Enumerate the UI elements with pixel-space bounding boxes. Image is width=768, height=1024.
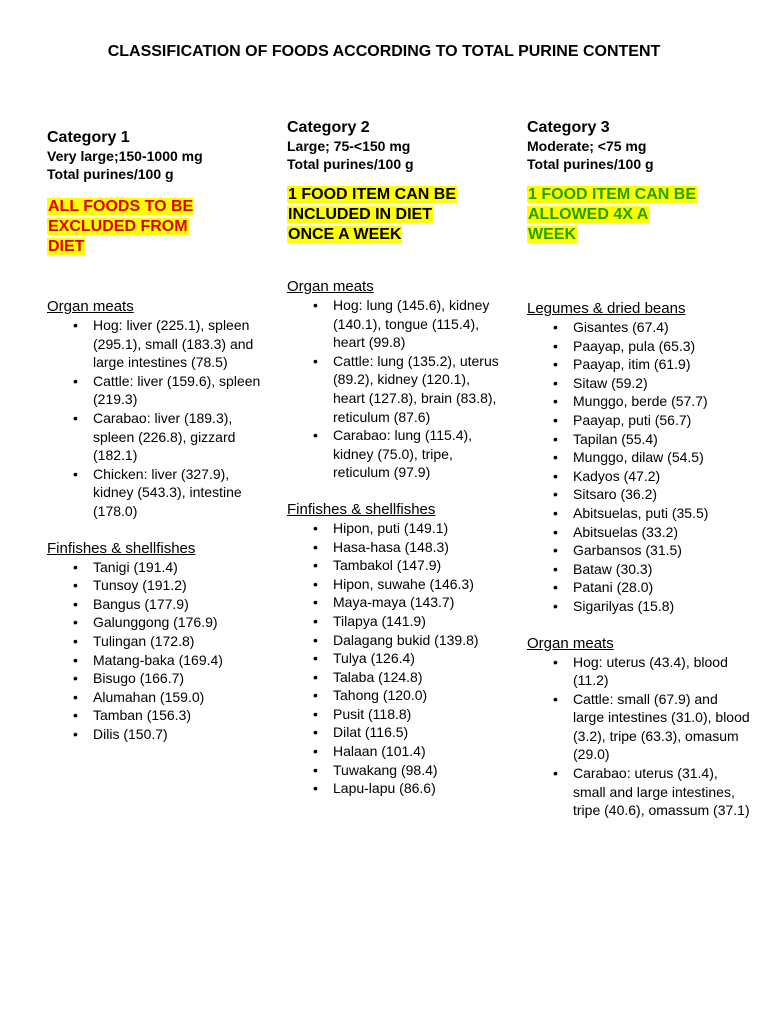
list-item: • Tunsoy (191.2) xyxy=(93,576,262,595)
food-list xyxy=(527,653,752,820)
list-item: • Hog: lung (145.6), kidney (140.1), tongue (115.4), heart (99.8) xyxy=(333,296,502,352)
list-item: • Gisantes (67.4) xyxy=(573,318,752,337)
note-line: 1 FOOD ITEM CAN BE xyxy=(288,186,457,203)
list-item: • Lapu-lapu (86.6) xyxy=(333,779,502,798)
list-item: • Dilat (116.5) xyxy=(333,723,502,742)
list-item: • Dalagang bukid (139.8) xyxy=(333,631,502,650)
note-line: ONCE A WEEK xyxy=(288,226,402,243)
list-item: • Paayap, puti (56.7) xyxy=(573,411,752,430)
list-item: • Bisugo (166.7) xyxy=(93,669,262,688)
category-2-column xyxy=(287,118,502,798)
list-item: • Abitsuelas, puti (35.5) xyxy=(573,504,752,523)
category-note xyxy=(47,197,262,257)
section-title: Finfishes & shellfishes xyxy=(287,500,436,518)
list-item: • Carabao: liver (189.3), spleen (226.8), gizzard (182.1) xyxy=(93,409,262,465)
list-item: • Hipon, suwahe (146.3) xyxy=(333,575,502,594)
list-item: • Tulingan (172.8) xyxy=(93,632,262,651)
list-item: • Munggo, berde (57.7) xyxy=(573,392,752,411)
list-item: • Hipon, puti (149.1) xyxy=(333,519,502,538)
section-title: Finfishes & shellfishes xyxy=(47,539,196,557)
list-item: • Pusit (118.8) xyxy=(333,705,502,724)
food-list xyxy=(527,318,752,616)
category-unit: Total purines/100 g xyxy=(527,156,654,172)
category-heading: Category 1 xyxy=(47,129,130,146)
list-item: • Matang-baka (169.4) xyxy=(93,651,262,670)
category-heading: Category 3 xyxy=(527,119,610,136)
category-3-column xyxy=(527,118,752,820)
category-1-column xyxy=(47,128,262,743)
list-item: • Cattle: lung (135.2), uterus (89.2), kidney (120.1), heart (127.8), brain (83.8), reticulum (87.6) xyxy=(333,352,502,426)
food-list xyxy=(47,316,262,521)
category-range: Very large;150-1000 mg xyxy=(47,148,203,164)
list-item: • Sitsaro (36.2) xyxy=(573,485,752,504)
note-line: 1 FOOD ITEM CAN BE xyxy=(528,186,697,203)
list-item: • Bataw (30.3) xyxy=(573,560,752,579)
category-note xyxy=(287,185,502,245)
category-unit: Total purines/100 g xyxy=(47,166,174,182)
list-item: • Cattle: liver (159.6), spleen (219.3) xyxy=(93,372,262,409)
list-item: • Garbansos (31.5) xyxy=(573,541,752,560)
note-line: WEEK xyxy=(528,226,576,243)
list-item: • Carabao: lung (115.4), kidney (75.0), tripe, reticulum (97.9) xyxy=(333,426,502,482)
category-heading: Category 2 xyxy=(287,119,370,136)
list-item: • Alumahan (159.0) xyxy=(93,688,262,707)
list-item: • Sitaw (59.2) xyxy=(573,374,752,393)
list-item: • Carabao: uterus (31.4), small and large intestines, tripe (40.6), omassum (37.1) xyxy=(573,764,752,820)
list-item: • Kadyos (47.2) xyxy=(573,467,752,486)
list-item: • Cattle: small (67.9) and large intestines (31.0), blood (3.2), tripe (63.3), omasum (29.0) xyxy=(573,690,752,764)
category-unit: Total purines/100 g xyxy=(287,156,414,172)
list-item: • Hog: liver (225.1), spleen (295.1), small (183.3) and large intestines (78.5) xyxy=(93,316,262,372)
list-item: • Maya-maya (143.7) xyxy=(333,593,502,612)
list-item: • Tapilan (55.4) xyxy=(573,430,752,449)
list-item: • Tambakol (147.9) xyxy=(333,556,502,575)
section-title: Organ meats xyxy=(527,634,614,652)
list-item: • Tulya (126.4) xyxy=(333,649,502,668)
list-item: • Halaan (101.4) xyxy=(333,742,502,761)
list-item: • Paayap, itim (61.9) xyxy=(573,355,752,374)
list-item: • Tanigi (191.4) xyxy=(93,558,262,577)
food-list xyxy=(287,296,502,482)
list-item: • Chicken: liver (327.9), kidney (543.3), intestine (178.0) xyxy=(93,465,262,521)
list-item: • Sigarilyas (15.8) xyxy=(573,597,752,616)
food-list xyxy=(287,519,502,798)
list-item: • Tamban (156.3) xyxy=(93,706,262,725)
list-item: • Talaba (124.8) xyxy=(333,668,502,687)
list-item: • Abitsuelas (33.2) xyxy=(573,523,752,542)
food-list xyxy=(47,558,262,744)
note-line: ALL FOODS TO BE xyxy=(48,198,194,215)
category-range: Moderate; <75 mg xyxy=(527,138,647,154)
list-item: • Tuwakang (98.4) xyxy=(333,761,502,780)
note-line: ALLOWED 4X A xyxy=(528,206,649,223)
note-line: INCLUDED IN DIET xyxy=(288,206,432,223)
category-note xyxy=(527,185,752,245)
page-title: CLASSIFICATION OF FOODS ACCORDING TO TOTAL PURINE CONTENT xyxy=(107,43,661,60)
list-item: • Hasa-hasa (148.3) xyxy=(333,538,502,557)
list-item: • Paayap, pula (65.3) xyxy=(573,337,752,356)
list-item: • Dilis (150.7) xyxy=(93,725,262,744)
list-item: • Tahong (120.0) xyxy=(333,686,502,705)
list-item: • Tilapya (141.9) xyxy=(333,612,502,631)
section-title: Organ meats xyxy=(287,278,374,295)
list-item: • Bangus (177.9) xyxy=(93,595,262,614)
section-title: Legumes & dried beans xyxy=(527,300,686,317)
note-line: DIET xyxy=(48,238,85,255)
note-line: EXCLUDED FROM xyxy=(48,218,188,235)
category-range: Large; 75-<150 mg xyxy=(287,138,411,154)
list-item: • Hog: uterus (43.4), blood (11.2) xyxy=(573,653,752,690)
list-item: • Galunggong (176.9) xyxy=(93,613,262,632)
list-item: • Munggo, dilaw (54.5) xyxy=(573,448,752,467)
list-item: • Patani (28.0) xyxy=(573,578,752,597)
section-title: Organ meats xyxy=(47,298,134,315)
